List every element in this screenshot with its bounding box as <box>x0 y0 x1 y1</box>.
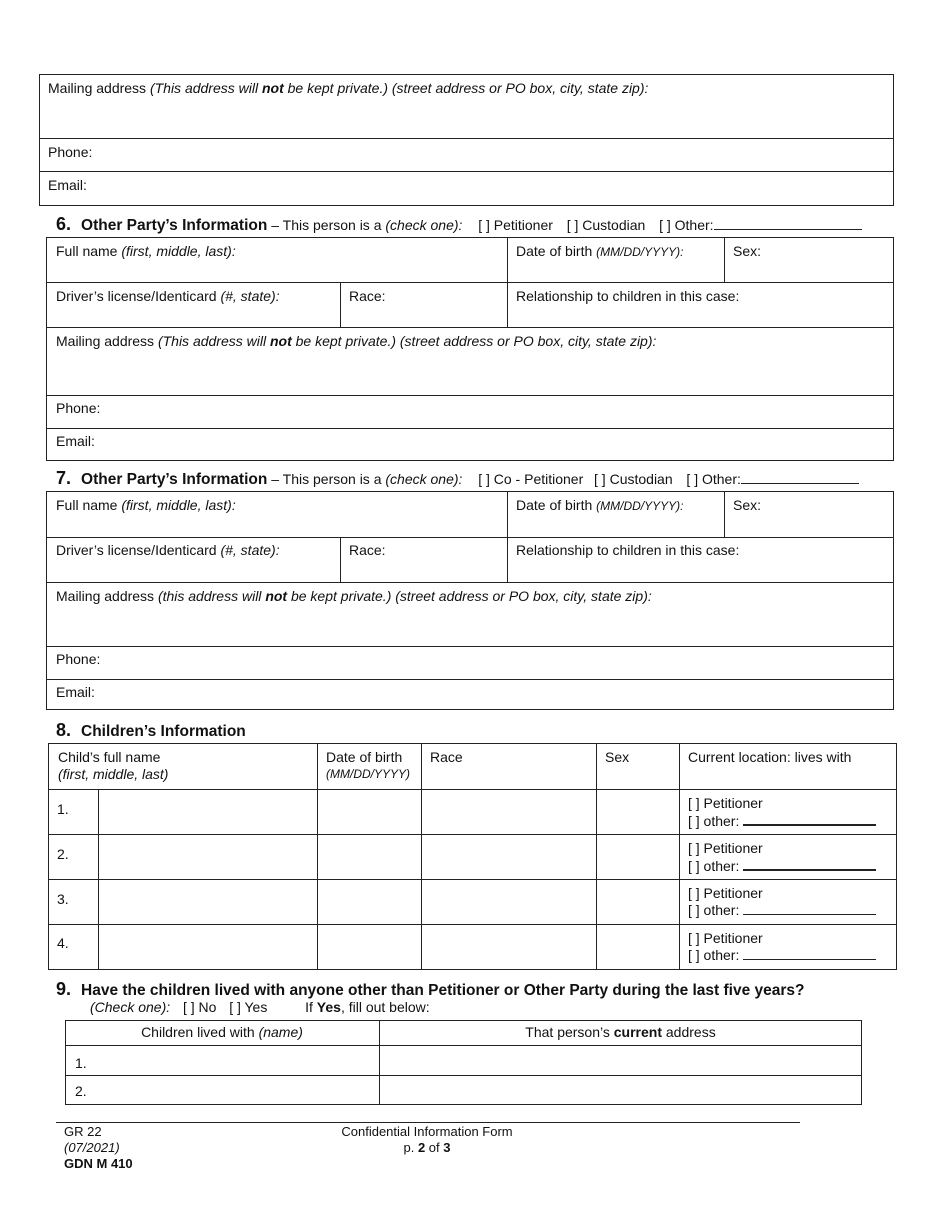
child-row-number: 1. <box>57 801 69 817</box>
section6-number: 6. <box>56 214 72 234</box>
child-row-number: 3. <box>57 891 69 907</box>
divider <box>48 879 897 880</box>
divider <box>317 743 318 970</box>
section6-full-name-field[interactable]: Full name (first, middle, last): <box>56 243 236 259</box>
section7-other-field[interactable] <box>741 471 859 484</box>
divider <box>46 282 894 283</box>
other-checkbox: [ ] other: <box>688 902 740 918</box>
footer-form-code: GR 22 <box>64 1124 102 1139</box>
footer-gdn: GDN M 410 <box>64 1156 133 1171</box>
divider <box>46 327 894 328</box>
divider <box>507 237 508 327</box>
footer-title: Confidential Information Form <box>341 1124 513 1139</box>
col-header-race: Race <box>430 749 463 765</box>
petitioner-checkbox: [ ] Petitioner <box>688 930 763 946</box>
section6-dob-field[interactable]: Date of birth (MM/DD/YYYY): <box>516 243 684 259</box>
section9-no-checkbox[interactable]: [ ] No <box>182 999 217 1015</box>
section7-copetitioner-checkbox[interactable]: [ ] Co - Petitioner <box>478 471 584 487</box>
col-header-location: Current location: lives with <box>688 749 852 765</box>
child-row-location[interactable] <box>688 795 876 830</box>
divider <box>46 646 894 647</box>
other-field <box>743 857 876 871</box>
col-header-child-name: Child’s full name (first, middle, last) <box>58 749 169 782</box>
other-checkbox: [ ] other: <box>688 947 740 963</box>
divider <box>596 743 597 970</box>
divider <box>46 428 894 429</box>
footer-date: (07/2021) <box>64 1140 120 1155</box>
section6-petitioner-checkbox[interactable]: [ ] Petitioner <box>478 217 553 233</box>
divider <box>340 537 341 582</box>
section7-sex-field[interactable]: Sex: <box>733 497 762 513</box>
section7-number: 7. <box>56 468 72 488</box>
lived-with-row-number: 2. <box>75 1083 87 1099</box>
footer-page-number: p. 2 of 3 <box>403 1140 451 1155</box>
divider <box>507 491 508 582</box>
section8-heading <box>56 721 246 741</box>
section9-heading <box>56 980 805 1000</box>
petitioner-checkbox: [ ] Petitioner <box>688 885 763 901</box>
section6-email-field[interactable]: Email: <box>56 433 95 449</box>
other-checkbox: [ ] other: <box>688 858 740 874</box>
divider <box>724 491 725 537</box>
divider <box>98 789 99 970</box>
divider <box>46 679 894 680</box>
section6-custodian-checkbox[interactable]: [ ] Custodian <box>566 217 646 233</box>
section6-relationship-field[interactable]: Relationship to children in this case: <box>516 288 740 304</box>
divider <box>48 834 897 835</box>
other-field <box>743 812 876 826</box>
divider <box>46 537 894 538</box>
divider <box>46 395 894 396</box>
petitioner-checkbox: [ ] Petitioner <box>688 795 763 811</box>
col-header-lived-with: Children lived with (name) <box>141 1024 303 1040</box>
col-header-dob: Date of birth (MM/DD/YYYY) <box>326 749 410 781</box>
section7-phone-field[interactable]: Phone: <box>56 651 101 667</box>
child-row-location[interactable] <box>688 840 876 875</box>
section9-number: 9. <box>56 979 72 999</box>
section6-dl-field[interactable]: Driver’s license/Identicard (#, state): <box>56 288 280 304</box>
child-row-location[interactable] <box>688 885 876 919</box>
other-checkbox: [ ] other: <box>688 813 740 829</box>
section6-phone-field[interactable]: Phone: <box>56 400 101 416</box>
divider <box>46 582 894 583</box>
divider <box>48 789 897 790</box>
section6-race-field[interactable]: Race: <box>349 288 386 304</box>
divider <box>65 1045 862 1046</box>
section6-other-field[interactable] <box>714 217 862 230</box>
divider <box>679 743 680 970</box>
section6-other-checkbox[interactable]: [ ] Other: <box>659 217 714 233</box>
section6-title: Other Party’s Information <box>81 217 268 234</box>
divider <box>65 1075 862 1076</box>
section7-custodian-checkbox[interactable]: [ ] Custodian <box>594 471 673 487</box>
section7-other-checkbox[interactable]: [ ] Other: <box>686 471 741 487</box>
footer-rule <box>56 1122 800 1123</box>
lived-with-row-number: 1. <box>75 1055 87 1071</box>
petitioner-checkbox: [ ] Petitioner <box>688 840 763 856</box>
other-field <box>743 947 876 960</box>
section6-heading: 6. Other Party’s Information – This person is a (check one): [ ] Petitioner [ ] Custodian [ ] Other: <box>56 215 862 235</box>
section7-email-field[interactable]: Email: <box>56 684 95 700</box>
child-row-location[interactable] <box>688 930 876 964</box>
divider <box>39 171 894 172</box>
section9-check-row: (Check one): [ ] No [ ] Yes If Yes, fill out below: <box>90 999 430 1015</box>
section7-race-field[interactable]: Race: <box>349 542 386 558</box>
top-email-label[interactable]: Email: <box>48 177 87 193</box>
section7-dob-field[interactable]: Date of birth (MM/DD/YYYY): <box>516 497 684 513</box>
section9-question: Have the children lived with anyone other than Petitioner or Other Party during the last five years? <box>81 982 805 999</box>
divider <box>724 237 725 282</box>
col-header-current-address: That person’s current address <box>525 1024 716 1040</box>
section9-yes-checkbox[interactable]: [ ] Yes <box>229 999 268 1015</box>
section7-relationship-field[interactable]: Relationship to children in this case: <box>516 542 740 558</box>
col-header-sex: Sex <box>605 749 630 765</box>
divider <box>421 743 422 970</box>
divider <box>340 282 341 327</box>
section6-mailing-field[interactable]: Mailing address (This address will not be kept private.) (street address or PO box, city, state zip): <box>56 333 657 349</box>
child-row-number: 2. <box>57 846 69 862</box>
section7-dl-field[interactable]: Driver’s license/Identicard (#, state): <box>56 542 280 558</box>
divider <box>48 924 897 925</box>
child-row-number: 4. <box>57 935 69 951</box>
section7-heading: 7. Other Party’s Information – This person is a (check one): [ ] Co - Petitioner [ ] Custodian [ ] Other: <box>56 469 859 489</box>
top-phone-label[interactable]: Phone: <box>48 144 93 160</box>
section7-full-name-field[interactable]: Full name (first, middle, last): <box>56 497 236 513</box>
top-mailing-label[interactable]: Mailing address (This address will not be kept private.) (street address or PO box, city, state zip): <box>48 80 649 96</box>
other-field <box>743 902 876 915</box>
section8-number: 8. <box>56 720 72 740</box>
section8-title: Children’s Information <box>81 723 246 740</box>
section7-mailing-field[interactable]: Mailing address (this address will not be kept private.) (street address or PO box, city, state zip): <box>56 588 652 604</box>
divider <box>39 138 894 139</box>
section7-title: Other Party’s Information <box>81 471 268 488</box>
section6-sex-field[interactable]: Sex: <box>733 243 762 259</box>
